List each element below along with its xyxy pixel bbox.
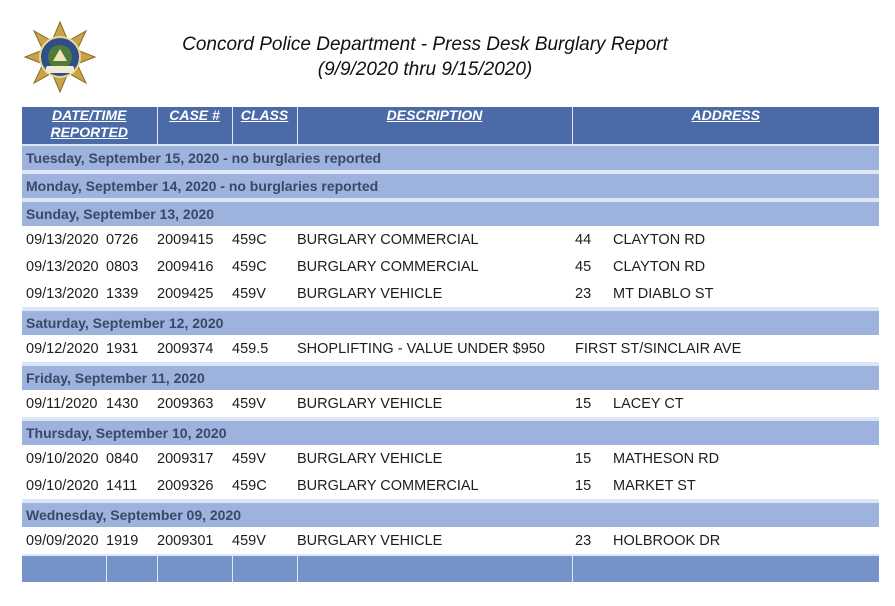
case-number-cell: 2009425 bbox=[157, 285, 214, 302]
time-cell: 1931 bbox=[106, 340, 139, 357]
footer-cell bbox=[106, 555, 157, 582]
address-number: 15 bbox=[575, 477, 592, 494]
day-label: Sunday, September 13, 2020 bbox=[22, 200, 879, 226]
report-title: Concord Police Department - Press Desk Burglary Report bbox=[182, 34, 668, 55]
day-header-row bbox=[22, 172, 879, 200]
table-row bbox=[22, 527, 879, 555]
class-cell: 459C bbox=[232, 477, 267, 494]
date-cell: 09/11/2020 bbox=[26, 395, 98, 412]
day-header-row bbox=[22, 419, 879, 445]
case-number-cell: 2009415 bbox=[157, 231, 214, 248]
day-header-row bbox=[22, 145, 879, 172]
day-header-row bbox=[22, 200, 879, 226]
day-header-row bbox=[22, 501, 879, 527]
class-cell: 459V bbox=[232, 532, 266, 549]
address-street: LACEY CT bbox=[613, 395, 684, 412]
address-cell bbox=[572, 390, 879, 419]
table-row bbox=[22, 472, 879, 501]
column-header-class[interactable]: CLASS bbox=[232, 107, 297, 145]
address-street: MARKET ST bbox=[613, 477, 696, 494]
column-header-date-time[interactable] bbox=[22, 107, 157, 145]
address-number: 23 bbox=[575, 532, 592, 549]
column-header-address[interactable]: ADDRESS bbox=[572, 107, 879, 145]
date-cell: 09/12/2020 bbox=[26, 340, 99, 357]
time-cell: 1430 bbox=[106, 395, 139, 412]
footer-cell bbox=[232, 555, 297, 582]
address-cell bbox=[572, 472, 879, 501]
time-cell: 0726 bbox=[106, 231, 139, 248]
column-header-reported-label: REPORTED bbox=[50, 124, 129, 140]
case-number-cell: 2009326 bbox=[157, 477, 214, 494]
case-number-cell: 2009374 bbox=[157, 340, 214, 357]
footer-cell bbox=[572, 555, 879, 582]
column-header-case[interactable]: CASE # bbox=[157, 107, 232, 145]
address-number: 23 bbox=[575, 285, 592, 302]
footer-cell bbox=[22, 555, 106, 582]
class-cell: 459C bbox=[232, 231, 267, 248]
day-label: Thursday, September 10, 2020 bbox=[22, 419, 879, 445]
time-cell: 0803 bbox=[106, 258, 139, 275]
description-cell: BURGLARY COMMERCIAL bbox=[297, 258, 479, 275]
table-row bbox=[22, 335, 879, 364]
time-cell: 1339 bbox=[106, 285, 139, 302]
table-row bbox=[22, 226, 879, 253]
description-cell: BURGLARY COMMERCIAL bbox=[297, 231, 479, 248]
day-label: Monday, September 14, 2020 - no burglaries reported bbox=[22, 172, 879, 200]
case-number-cell: 2009416 bbox=[157, 258, 214, 275]
table-footer-row bbox=[22, 555, 879, 582]
day-label: Tuesday, September 15, 2020 - no burglaries reported bbox=[22, 145, 879, 172]
description-cell: BURGLARY VEHICLE bbox=[297, 450, 443, 467]
report-body bbox=[22, 145, 879, 555]
address-cell bbox=[572, 445, 879, 472]
badge-banner bbox=[46, 66, 74, 73]
burglary-report-table bbox=[22, 107, 879, 582]
class-cell: 459V bbox=[232, 395, 266, 412]
address-cell bbox=[572, 253, 879, 280]
address-street: CLAYTON RD bbox=[613, 258, 706, 275]
address-cell bbox=[572, 335, 879, 364]
day-header-row bbox=[22, 309, 879, 335]
address-street: MATHESON RD bbox=[613, 450, 720, 467]
day-label: Wednesday, September 09, 2020 bbox=[22, 501, 879, 527]
address-street: HOLBROOK DR bbox=[613, 532, 721, 549]
table-header-row bbox=[22, 107, 879, 145]
column-header-description[interactable]: DESCRIPTION bbox=[297, 107, 572, 145]
table-row bbox=[22, 445, 879, 472]
description-cell: BURGLARY VEHICLE bbox=[297, 395, 443, 412]
description-cell: BURGLARY VEHICLE bbox=[297, 285, 443, 302]
address-cell bbox=[572, 280, 879, 309]
address-number: 45 bbox=[575, 258, 592, 275]
date-cell: 09/10/2020 bbox=[26, 450, 99, 467]
time-cell: 1919 bbox=[106, 532, 139, 549]
case-number-cell: 2009317 bbox=[157, 450, 214, 467]
table-row bbox=[22, 390, 879, 419]
day-label: Saturday, September 12, 2020 bbox=[22, 309, 879, 335]
address-street: MT DIABLO ST bbox=[613, 285, 714, 302]
address-street: FIRST ST/SINCLAIR AVE bbox=[575, 340, 742, 357]
police-badge-logo bbox=[24, 21, 96, 93]
time-cell: 0840 bbox=[106, 450, 139, 467]
description-cell: SHOPLIFTING - VALUE UNDER $950 bbox=[297, 340, 545, 357]
date-cell: 09/09/2020 bbox=[26, 532, 99, 549]
date-cell: 09/10/2020 bbox=[26, 477, 99, 494]
case-number-cell: 2009301 bbox=[157, 532, 214, 549]
class-cell: 459V bbox=[232, 285, 266, 302]
address-street: CLAYTON RD bbox=[613, 231, 706, 248]
day-label: Friday, September 11, 2020 bbox=[22, 364, 879, 390]
address-number: 15 bbox=[575, 450, 592, 467]
report-date-range: (9/9/2020 thru 9/15/2020) bbox=[317, 59, 533, 80]
footer-cell bbox=[297, 555, 572, 582]
date-cell: 09/13/2020 bbox=[26, 285, 99, 302]
class-cell: 459C bbox=[232, 258, 267, 275]
column-header-date-label: DATE/TIME bbox=[52, 107, 127, 123]
date-cell: 09/13/2020 bbox=[26, 258, 99, 275]
day-header-row bbox=[22, 364, 879, 390]
class-cell: 459.5 bbox=[232, 340, 269, 357]
date-cell: 09/13/2020 bbox=[26, 231, 99, 248]
address-cell bbox=[572, 226, 879, 253]
description-cell: BURGLARY COMMERCIAL bbox=[297, 477, 479, 494]
table-row bbox=[22, 253, 879, 280]
case-number-cell: 2009363 bbox=[157, 395, 214, 412]
footer-cell bbox=[157, 555, 232, 582]
time-cell: 1411 bbox=[106, 477, 138, 494]
address-cell bbox=[572, 527, 879, 555]
class-cell: 459V bbox=[232, 450, 266, 467]
table-row bbox=[22, 280, 879, 309]
address-number: 15 bbox=[575, 395, 592, 412]
address-number: 44 bbox=[575, 231, 592, 248]
description-cell: BURGLARY VEHICLE bbox=[297, 532, 443, 549]
